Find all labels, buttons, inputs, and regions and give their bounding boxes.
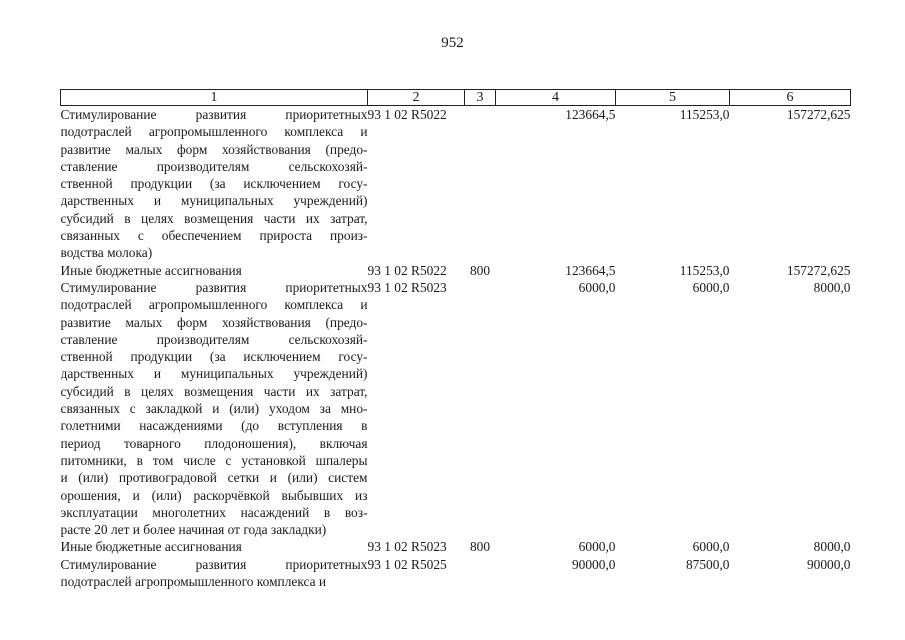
row-value-col5: 6000,0 xyxy=(692,539,730,555)
row-value-col6: 90000,0 xyxy=(806,556,851,572)
column-header-6: 6 xyxy=(730,90,851,106)
description-line: расте 20 лет и более начиная от года закладки) xyxy=(60,522,327,538)
row-code: 93 1 02 R5022 xyxy=(367,107,447,122)
description-line: подотраслей агропромышленного комплекса и xyxy=(60,297,368,313)
description-line: развитие малых форм хозяйствования (предо- xyxy=(60,141,368,157)
row-expense-type: 800 xyxy=(469,539,491,555)
row-value-col6: 157272,625 xyxy=(786,107,851,122)
table-row xyxy=(61,538,851,555)
row-value-col4: 90000,0 xyxy=(571,556,616,572)
description-line: дарственных и муниципальных учреждений) xyxy=(60,366,368,382)
row-value-col6: 8000,0 xyxy=(813,279,851,295)
row-value-col5: 115253,0 xyxy=(679,262,730,278)
row-value-col4: 123664,5 xyxy=(565,262,616,278)
row-expense-type: 800 xyxy=(469,262,491,278)
column-header-1: 1 xyxy=(61,90,368,106)
description-line: ставление производителям сельскохозяй- xyxy=(60,158,368,174)
row-expense-type xyxy=(465,106,496,262)
row-description xyxy=(61,106,368,262)
row-value-col5: 6000,0 xyxy=(692,279,730,295)
column-header-5: 5 xyxy=(616,90,730,106)
row-description xyxy=(61,538,368,555)
description-line: голетними насаждениями (до вступления в xyxy=(60,418,368,434)
description-line: ставление производителям сельскохозяй- xyxy=(60,331,368,347)
row-expense-type xyxy=(465,556,496,591)
description-line: водства молока) xyxy=(60,245,153,261)
description-line: питомники, в том числе с установкой шпалеры xyxy=(60,452,368,468)
row-description xyxy=(61,262,368,279)
budget-table xyxy=(60,89,851,590)
row-expense-type xyxy=(465,279,496,538)
row-code: 93 1 02 R5025 xyxy=(367,556,447,572)
description-line: Стимулирование развития приоритетных xyxy=(60,279,368,295)
description-line: дарственных и муниципальных учреждений) xyxy=(60,193,368,209)
row-value-col5: 115253,0 xyxy=(679,107,730,122)
table-row xyxy=(61,262,851,279)
description-line: эксплуатации многолетних насаждений в воз- xyxy=(60,504,368,520)
page-number: 952 xyxy=(441,35,464,51)
description-line: Иные бюджетные ассигнования xyxy=(60,262,242,278)
row-value-col5: 87500,0 xyxy=(685,556,730,572)
description-line: развитие малых форм хозяйствования (предо- xyxy=(60,314,368,330)
description-line: период товарного плодоношения), включая xyxy=(60,435,368,451)
row-value-col4: 6000,0 xyxy=(578,279,616,295)
row-value-col4: 6000,0 xyxy=(578,539,616,555)
description-line: орошения, и (или) раскорчёвкой выбывших из xyxy=(60,487,368,503)
row-description xyxy=(61,556,368,591)
description-line: связанных с закладкой и (или) уходом за мно- xyxy=(60,401,368,417)
description-line: подотраслей агропромышленного комплекса и xyxy=(60,574,327,590)
description-line: Стимулирование развития приоритетных xyxy=(60,107,368,122)
row-value-col4: 123664,5 xyxy=(565,107,616,122)
description-line: ственной продукции (за исключением госу- xyxy=(60,176,368,192)
description-line: Иные бюджетные ассигнования xyxy=(60,539,242,555)
description-line: связанных с обеспечением прироста произ- xyxy=(60,228,368,244)
row-code: 93 1 02 R5022 xyxy=(367,262,447,278)
description-line: ственной продукции (за исключением госу- xyxy=(60,349,368,365)
description-line: Стимулирование развития приоритетных xyxy=(60,556,368,572)
row-code: 93 1 02 R5023 xyxy=(367,539,447,555)
row-value-col6: 8000,0 xyxy=(813,539,851,555)
description-line: субсидий в целях возмещения части их затрат, xyxy=(60,210,368,226)
table-row xyxy=(61,556,851,591)
description-line: подотраслей агропромышленного комплекса и xyxy=(60,124,368,140)
row-description xyxy=(61,279,368,538)
table-row xyxy=(61,106,851,262)
column-header-2: 2 xyxy=(368,90,465,106)
column-header-4: 4 xyxy=(496,90,616,106)
description-line: и (или) противоградовой сетки и (или) систем xyxy=(60,470,368,486)
column-header-3: 3 xyxy=(465,90,496,106)
table-row xyxy=(61,279,851,538)
row-value-col6: 157272,625 xyxy=(786,262,851,278)
table-body xyxy=(61,106,851,591)
description-line: субсидий в целях возмещения части их затрат, xyxy=(60,383,368,399)
table-header-row xyxy=(61,90,851,106)
row-code: 93 1 02 R5023 xyxy=(367,279,447,295)
